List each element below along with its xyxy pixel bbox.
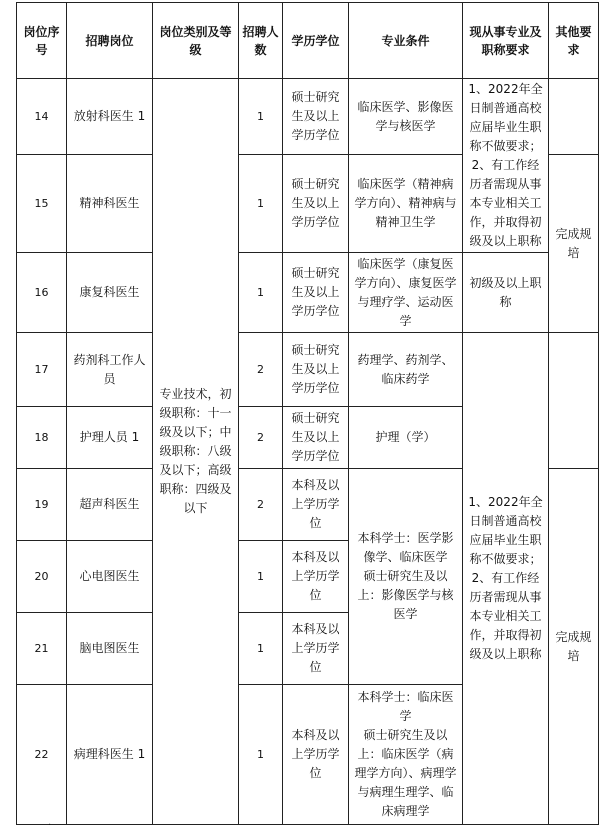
- cell-education: 硕士研究生及以上学历学位: [283, 333, 349, 407]
- cell-post: 药剂科工作人员: [67, 333, 153, 407]
- cell-post: 康复科医生: [67, 253, 153, 333]
- cell-id: 14: [17, 79, 67, 155]
- table-row: [17, 79, 599, 155]
- cell-education: 硕士研究生及以上学历学位: [283, 155, 349, 253]
- cell-id: 20: [17, 541, 67, 613]
- cell-count: 2: [239, 333, 283, 407]
- recruitment-table: [16, 2, 599, 825]
- cell-major-merged: 本科学士：医学影像学、临床医学 硕士研究生及以上：影像医学与核医学: [349, 469, 463, 685]
- cell-id: 16: [17, 253, 67, 333]
- cell-other-top: 完成规培: [549, 155, 599, 333]
- header-major: 专业条件: [349, 3, 463, 79]
- cell-count: 1: [239, 253, 283, 333]
- cell-other-bottom: 完成规培: [549, 469, 599, 825]
- cell-count: 2: [239, 469, 283, 541]
- header-category: 岗位类别及等级: [153, 3, 239, 79]
- cell-major: 临床医学（康复医学方向）、康复医学与理疗学、运动医学: [349, 253, 463, 333]
- footer-mark: ·: [48, 820, 52, 831]
- header-row: [17, 3, 599, 79]
- cell-major: 药理学、药剂学、临床药学: [349, 333, 463, 407]
- cell-id: 17: [17, 333, 67, 407]
- cell-title-req-bottom: 1、2022年全日制普通高校应届毕业生职称不做要求；2、有工作经历者需现从事本专业相关工作，并取得初级及以上职称: [463, 333, 549, 825]
- cell-post: 精神科医生: [67, 155, 153, 253]
- cell-title-req-top: 1、2022年全日制普通高校应届毕业生职称不做要求；2、有工作经历者需现从事本专业相关工作，并取得初级及以上职称: [463, 79, 549, 253]
- cell-major: 护理（学）: [349, 407, 463, 469]
- cell-count: 1: [239, 155, 283, 253]
- cell-education: 本科及以上学历学位: [283, 469, 349, 541]
- cell-post: 病理科医生 1: [67, 685, 153, 825]
- cell-major: 临床医学（精神病学方向）、精神病与精神卫生学: [349, 155, 463, 253]
- cell-count: 2: [239, 407, 283, 469]
- header-education: 学历学位: [283, 3, 349, 79]
- cell-other-empty: [549, 333, 599, 469]
- header-other: 其他要求: [549, 3, 599, 79]
- cell-count: 1: [239, 685, 283, 825]
- cell-id: 22: [17, 685, 67, 825]
- cell-education: 硕士研究生及以上学历学位: [283, 253, 349, 333]
- cell-category-merged: 专业技术，初级职称：十一级及以下；中级职称：八级及以下；高级职称：四级及以下: [153, 79, 239, 825]
- cell-post: 超声科医生: [67, 469, 153, 541]
- header-id: 岗位序号: [17, 3, 67, 79]
- cell-count: 1: [239, 613, 283, 685]
- cell-post: 心电图医生: [67, 541, 153, 613]
- cell-education: 本科及以上学历学位: [283, 541, 349, 613]
- cell-id: 21: [17, 613, 67, 685]
- table-row: [17, 333, 599, 407]
- table-row: [17, 253, 599, 333]
- cell-post: 放射科医生 1: [67, 79, 153, 155]
- cell-title-req-16: 初级及以上职称: [463, 253, 549, 333]
- cell-id: 15: [17, 155, 67, 253]
- cell-post: 护理人员 1: [67, 407, 153, 469]
- cell-id: 19: [17, 469, 67, 541]
- header-post: 招聘岗位: [67, 3, 153, 79]
- cell-education: 硕士研究生及以上学历学位: [283, 407, 349, 469]
- cell-major: 临床医学、影像医学与核医学: [349, 79, 463, 155]
- cell-other-empty: [549, 79, 599, 155]
- cell-count: 1: [239, 541, 283, 613]
- cell-count: 1: [239, 79, 283, 155]
- cell-id: 18: [17, 407, 67, 469]
- header-title-req: 现从事专业及职称要求: [463, 3, 549, 79]
- cell-education: 本科及以上学历学位: [283, 613, 349, 685]
- cell-education: 硕士研究生及以上学历学位: [283, 79, 349, 155]
- cell-major: 本科学士：临床医学 硕士研究生及以上：临床医学（病理学方向）、病理学与病理生理学、临床病理学: [349, 685, 463, 825]
- cell-post: 脑电图医生: [67, 613, 153, 685]
- cell-education: 本科及以上学历学位: [283, 685, 349, 825]
- header-count: 招聘人数: [239, 3, 283, 79]
